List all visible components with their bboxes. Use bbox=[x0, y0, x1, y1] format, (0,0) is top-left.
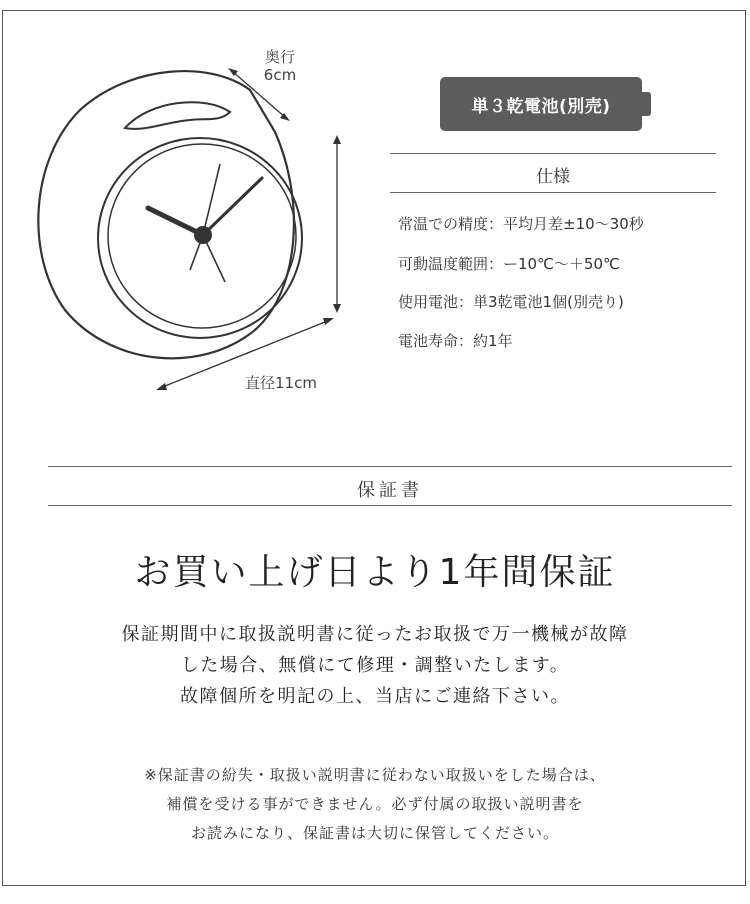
warranty-note-line: 補償を受ける事ができません。必ず付属の取扱い説明書を bbox=[166, 795, 584, 813]
spec-title: 仕様 bbox=[536, 167, 570, 187]
warranty-note-line: お読みになり、保証書は大切に保管してください。 bbox=[190, 824, 559, 842]
depth-label bbox=[252, 48, 308, 84]
depth-label-line1: 奥行 bbox=[264, 48, 295, 66]
warranty-bottom-rule bbox=[48, 505, 732, 506]
warranty-heading: 保証書 bbox=[357, 480, 423, 501]
warranty-body-line: 保証期間中に取扱説明書に従ったお取扱で万一機械が故障 bbox=[121, 624, 629, 645]
spec-line: 電池寿命：約1年 bbox=[398, 332, 513, 350]
spec-line: 常温での精度：平均月差±10～30秒 bbox=[398, 215, 644, 233]
clock-top-slot bbox=[125, 102, 230, 129]
spec-line: 可動温度範囲：ー10℃～＋50℃ bbox=[398, 255, 620, 273]
clock-illustration bbox=[20, 40, 350, 400]
battery-badge: 単３乾電池(別売) bbox=[440, 77, 642, 131]
depth-label-line2: 6cm bbox=[263, 66, 297, 84]
warranty-body-line: 故障個所を明記の上、当店にご連絡下さい。 bbox=[180, 686, 570, 707]
diameter-label: 直径11cm bbox=[245, 374, 317, 392]
warranty-top-rule bbox=[48, 466, 732, 467]
warranty-note-line: ※保証書の紛失・取扱い説明書に従わない取扱いをした場合は、 bbox=[144, 766, 606, 784]
warranty-headline: お買い上げ日より1年間保証 bbox=[134, 552, 616, 593]
clock-center-pin bbox=[194, 226, 212, 244]
minute-hand bbox=[203, 178, 262, 235]
hour-hand bbox=[148, 208, 203, 235]
warranty-body-line: した場合、無償にて修理・調整いたします。 bbox=[180, 655, 570, 676]
battery-badge-tip bbox=[642, 92, 651, 116]
spec-top-rule bbox=[390, 153, 716, 154]
spec-line: 使用電池：単3乾電池1個(別売り) bbox=[398, 293, 624, 311]
spec-bottom-rule bbox=[390, 192, 716, 193]
second-hand bbox=[203, 164, 220, 235]
